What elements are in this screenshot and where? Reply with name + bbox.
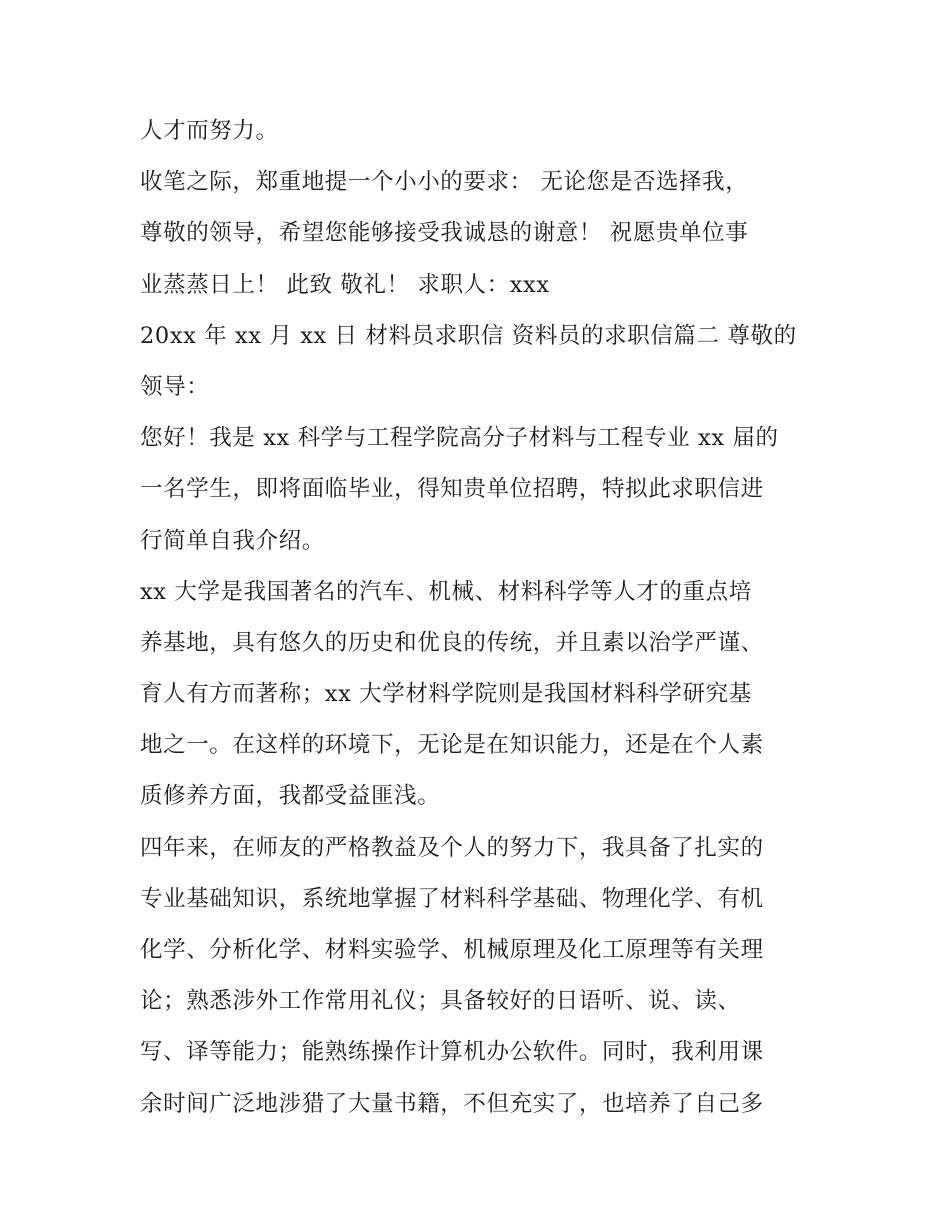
text-line: 尊敬的领导，希望您能够接受我诚恳的谢意！ 祝愿贵单位事 bbox=[140, 220, 749, 247]
text-line: 收笔之际，郑重地提一个小小的要求： 无论您是否选择我， bbox=[140, 169, 749, 196]
text-line: 行简单自我介绍。 bbox=[140, 527, 325, 554]
text-line: 育人有方而著称；xx 大学材料学院则是我国材料科学研究基 bbox=[140, 681, 752, 708]
text-line: 质修养方面，我都受益匪浅。 bbox=[140, 783, 441, 810]
text-line: 化学、分析化学、材料实验学、机械原理及化工原理等有关理 bbox=[140, 937, 764, 963]
text-line: xx 大学是我国著名的汽车、机械、材料科学等人才的重点培 bbox=[140, 578, 752, 605]
text-line: 养基地，具有悠久的历史和优良的传统，并且素以治学严谨、 bbox=[140, 629, 764, 656]
text-line: 地之一。在这样的环境下，无论是在知识能力，还是在个人素 bbox=[140, 732, 764, 759]
text-line: 专业基础知识，系统地掌握了材料科学基础、物理化学、有机 bbox=[140, 885, 764, 912]
text-line: 写、译等能力；能熟练操作计算机办公软件。同时，我利用课 bbox=[140, 1039, 764, 1066]
text-line: 余时间广泛地涉猎了大量书籍，不但充实了，也培养了自己多 bbox=[140, 1090, 764, 1117]
text-line: 20xx 年 xx 月 xx 日 材料员求职信 资料员的求职信篇二 尊敬的 bbox=[140, 322, 797, 349]
text-line: 领导： bbox=[140, 373, 210, 400]
text-line: 您好！我是 xx 科学与工程学院高分子材料与工程专业 xx 届的 bbox=[140, 425, 779, 452]
text-line: 四年来，在师友的严格教益及个人的努力下，我具备了扎实的 bbox=[140, 834, 764, 861]
text-line: 一名学生，即将面临毕业，得知贵单位招聘，特拟此求职信进 bbox=[140, 476, 764, 503]
text-line: 业蒸蒸日上！ 此致 敬礼！ 求职人：xxx bbox=[140, 271, 550, 298]
letter-body bbox=[140, 106, 830, 1130]
text-line: 论；熟悉涉外工作常用礼仪；具备较好的日语听、说、读、 bbox=[140, 988, 741, 1015]
text-line: 人才而努力。 bbox=[140, 118, 279, 144]
